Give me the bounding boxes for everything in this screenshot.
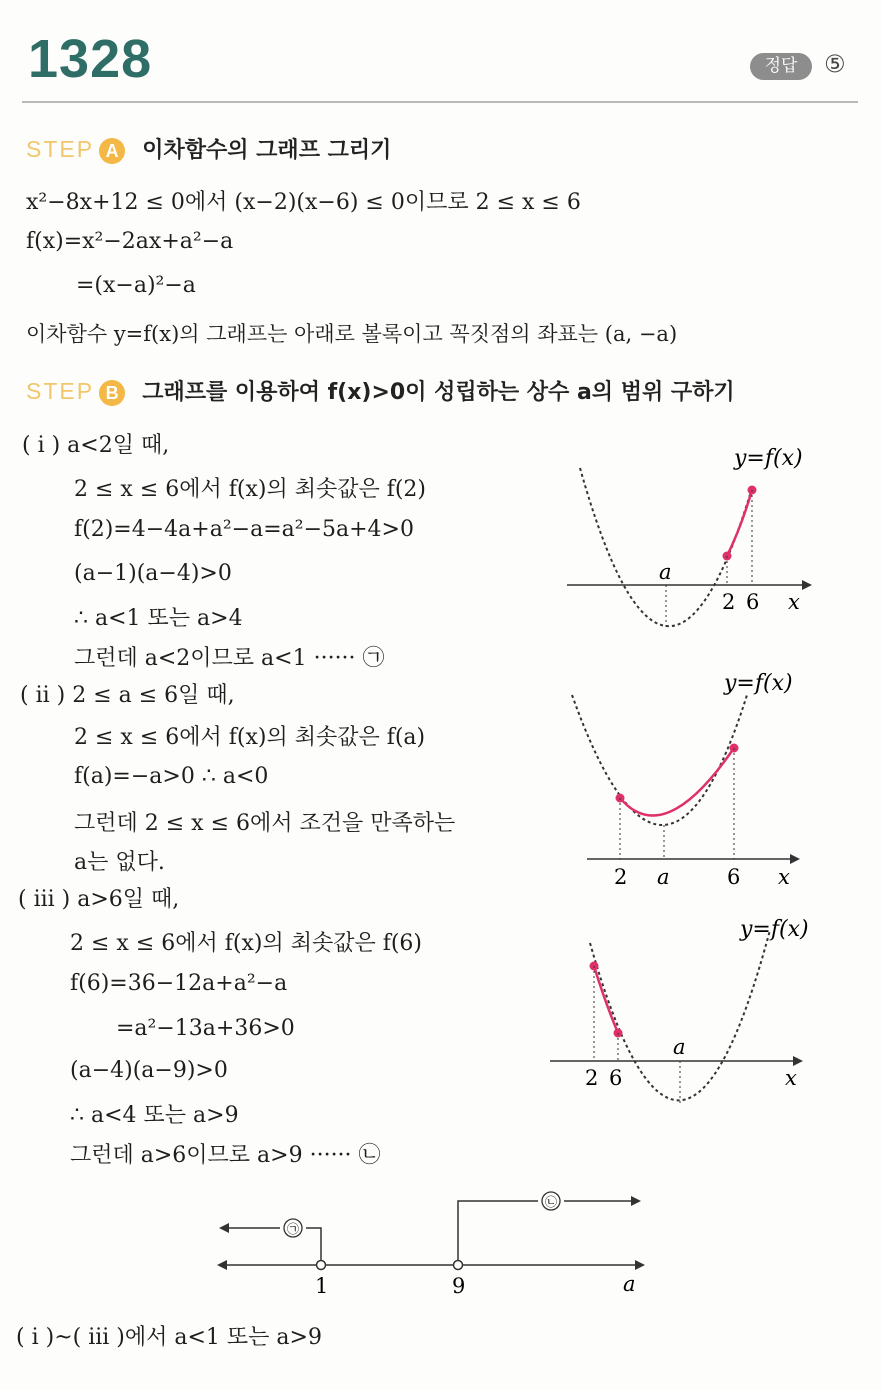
label-curve: y=f(x) bbox=[740, 917, 809, 942]
case-1-heading: ( i ) a<2일 때, bbox=[22, 433, 170, 458]
problem-number: 1328 bbox=[28, 29, 153, 89]
interval-arc bbox=[594, 966, 618, 1033]
label-a: a bbox=[657, 865, 670, 889]
range-right-arrow bbox=[631, 1196, 641, 1206]
answer-value: ⑤ bbox=[824, 50, 846, 78]
case-1-line-4: ∴ a<1 또는 a>4 bbox=[74, 606, 243, 631]
case-3-line-1: 2 ≤ x ≤ 6에서 f(x)의 최솟값은 f(6) bbox=[70, 931, 423, 956]
number-line bbox=[215, 1183, 655, 1298]
step-a-badge: A bbox=[99, 138, 125, 164]
axis-arrow-left bbox=[217, 1260, 227, 1270]
step-b-badge: B bbox=[99, 380, 125, 406]
graph-case-2 bbox=[562, 665, 852, 895]
case-3-line-4: (a−4)(a−9)>0 bbox=[70, 1058, 228, 1083]
parabola bbox=[572, 695, 747, 825]
range-left-arrow bbox=[219, 1223, 229, 1233]
case-2-line-2: f(a)=−a>0 ∴ a<0 bbox=[74, 764, 269, 789]
step-label: STEP bbox=[26, 136, 95, 162]
case-3-heading: ( iii ) a>6일 때, bbox=[18, 887, 180, 912]
step-b-title: 그래프를 이용하여 f(x)>0이 성립하는 상수 a의 범위 구하기 bbox=[142, 380, 735, 405]
case-2-line-1: 2 ≤ x ≤ 6에서 f(x)의 최솟값은 f(a) bbox=[74, 725, 426, 750]
label-6: 6 bbox=[746, 590, 760, 614]
step-a-line-2: f(x)=x²−2ax+a²−a bbox=[26, 229, 234, 254]
case-1-line-5: 그런데 a<2이므로 a<1 ······ ㉠ bbox=[74, 646, 385, 671]
case-3-line-6: 그런데 a>6이므로 a>9 ······ ㉡ bbox=[70, 1143, 381, 1168]
interval-arc bbox=[620, 748, 734, 816]
axis-arrow-right bbox=[635, 1260, 645, 1270]
label-x: x bbox=[785, 1066, 797, 1090]
step-label: STEP bbox=[26, 378, 95, 404]
graph-case-1 bbox=[562, 438, 852, 648]
label-a: a bbox=[659, 560, 672, 584]
axis-arrow bbox=[790, 854, 800, 864]
case-3-line-3: =a²−13a+36>0 bbox=[116, 1016, 295, 1041]
conclusion: ( i )~( iii )에서 a<1 또는 a>9 bbox=[16, 1325, 322, 1350]
label-2: 2 bbox=[722, 590, 736, 614]
label-2: 2 bbox=[614, 865, 628, 889]
label-x: x bbox=[778, 865, 790, 889]
case-3-line-5: ∴ a<4 또는 a>9 bbox=[70, 1103, 239, 1128]
step-a-heading bbox=[26, 133, 391, 164]
case-1-line-3: (a−1)(a−4)>0 bbox=[74, 561, 232, 586]
case-2-heading: ( ii ) 2 ≤ a ≤ 6일 때, bbox=[20, 683, 235, 708]
label-x: x bbox=[788, 590, 800, 614]
label-var: a bbox=[623, 1272, 636, 1296]
axis-arrow bbox=[802, 580, 812, 590]
case-3-line-2: f(6)=36−12a+a²−a bbox=[70, 971, 288, 996]
case-2-line-3: 그런데 2 ≤ x ≤ 6에서 조건을 만족하는 bbox=[74, 811, 456, 836]
case-1-line-2: f(2)=4−4a+a²−a=a²−5a+4>0 bbox=[74, 517, 414, 542]
step-b-heading bbox=[26, 375, 735, 406]
label-curve: y=f(x) bbox=[734, 446, 803, 471]
answer-badge: 정답 bbox=[750, 53, 812, 80]
case-2-line-4: a는 없다. bbox=[74, 850, 165, 875]
label-9: 9 bbox=[452, 1274, 466, 1298]
axis-arrow bbox=[793, 1056, 803, 1066]
case-1-line-1: 2 ≤ x ≤ 6에서 f(x)의 최솟값은 f(2) bbox=[74, 477, 427, 502]
range-left bbox=[227, 1228, 321, 1265]
interval-arc bbox=[727, 490, 752, 556]
label-1: 1 bbox=[315, 1274, 329, 1298]
label-2: 2 bbox=[585, 1066, 599, 1090]
open-point-1 bbox=[317, 1261, 326, 1270]
step-a-line-3: =(x−a)²−a bbox=[76, 273, 196, 298]
step-a-line-1: x²−8x+12 ≤ 0에서 (x−2)(x−6) ≤ 0이므로 2 ≤ x ≤ 6 bbox=[26, 190, 581, 215]
step-a-line-4: 이차함수 y=f(x)의 그래프는 아래로 볼록이고 꼭짓점의 좌표는 (a, −a) bbox=[26, 322, 678, 346]
label-curve: y=f(x) bbox=[724, 671, 793, 696]
header-divider bbox=[22, 101, 858, 103]
open-point-9 bbox=[454, 1261, 463, 1270]
tag-right: ㉡ bbox=[545, 1195, 558, 1209]
label-6: 6 bbox=[727, 865, 741, 889]
label-6: 6 bbox=[609, 1066, 623, 1090]
tag-left: ㉠ bbox=[287, 1222, 300, 1236]
step-a-title: 이차함수의 그래프 그리기 bbox=[142, 138, 392, 163]
label-a: a bbox=[673, 1035, 686, 1059]
graph-case-3 bbox=[545, 910, 845, 1120]
